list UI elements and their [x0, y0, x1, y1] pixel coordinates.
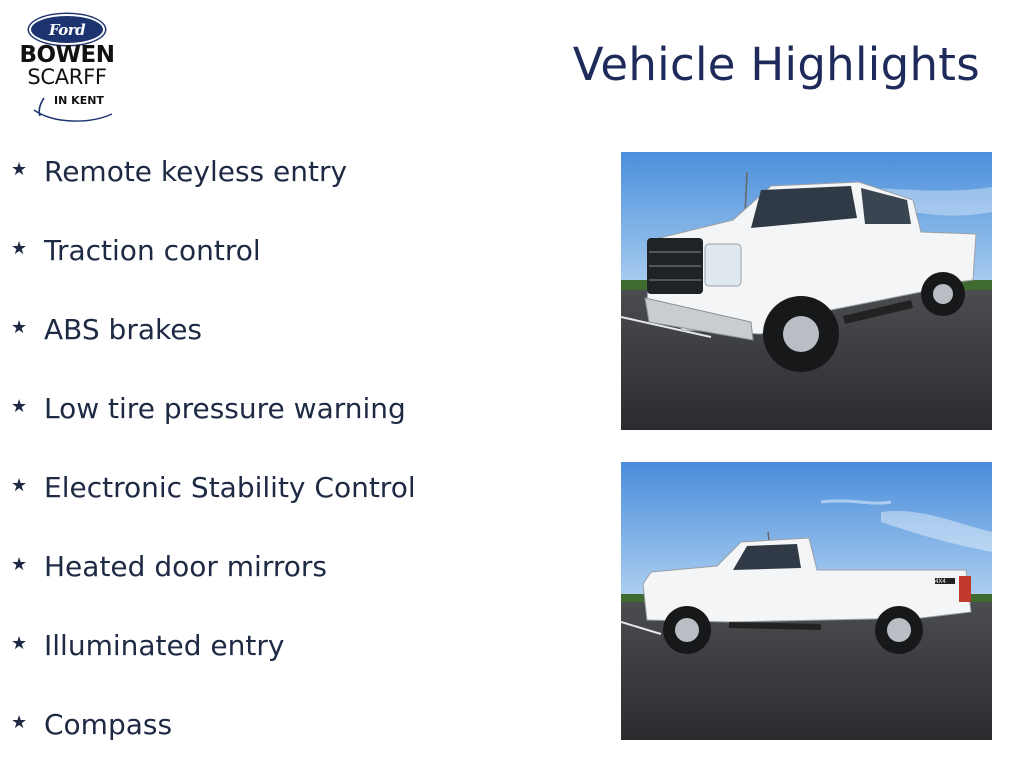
highlight-item: [11, 310, 416, 389]
highlight-item: [11, 389, 416, 468]
star-icon: ★: [11, 317, 28, 338]
highlight-item: [11, 705, 416, 784]
highlight-text: Low tire pressure warning: [44, 392, 406, 425]
highlight-text: Traction control: [44, 234, 261, 267]
highlight-text: Illuminated entry: [44, 629, 285, 662]
logo-line-1: BOWEN: [19, 42, 115, 68]
highlight-item: [11, 626, 416, 705]
truck-photo-front: [621, 152, 992, 430]
highlight-item: [11, 468, 416, 547]
star-icon: ★: [11, 159, 28, 180]
highlight-text: ABS brakes: [44, 313, 203, 346]
highlight-text: Remote keyless entry: [44, 155, 348, 188]
highlight-item: [11, 231, 416, 310]
dealer-logo: [10, 14, 122, 122]
star-icon: ★: [11, 633, 28, 654]
star-icon: ★: [11, 554, 28, 575]
star-icon: ★: [11, 396, 28, 417]
highlight-text: Electronic Stability Control: [44, 471, 416, 504]
highlights-list: [11, 152, 416, 784]
highlight-text: Compass: [44, 708, 173, 741]
highlight-item: [11, 547, 416, 626]
logo-line-3: IN KENT: [54, 94, 104, 107]
logo-line-2: SCARFF: [27, 65, 107, 89]
ford-brand-text: Ford: [48, 20, 86, 39]
truck-photo-side: [621, 462, 992, 740]
highlight-text: Heated door mirrors: [44, 550, 327, 583]
highlight-item: [11, 152, 416, 231]
page-title: Vehicle Highlights: [572, 38, 980, 91]
svg-text:4X4: 4X4: [935, 579, 946, 585]
ford-oval-logo: [29, 14, 105, 45]
star-icon: ★: [11, 238, 28, 259]
star-icon: ★: [11, 475, 28, 496]
star-icon: ★: [11, 712, 28, 733]
